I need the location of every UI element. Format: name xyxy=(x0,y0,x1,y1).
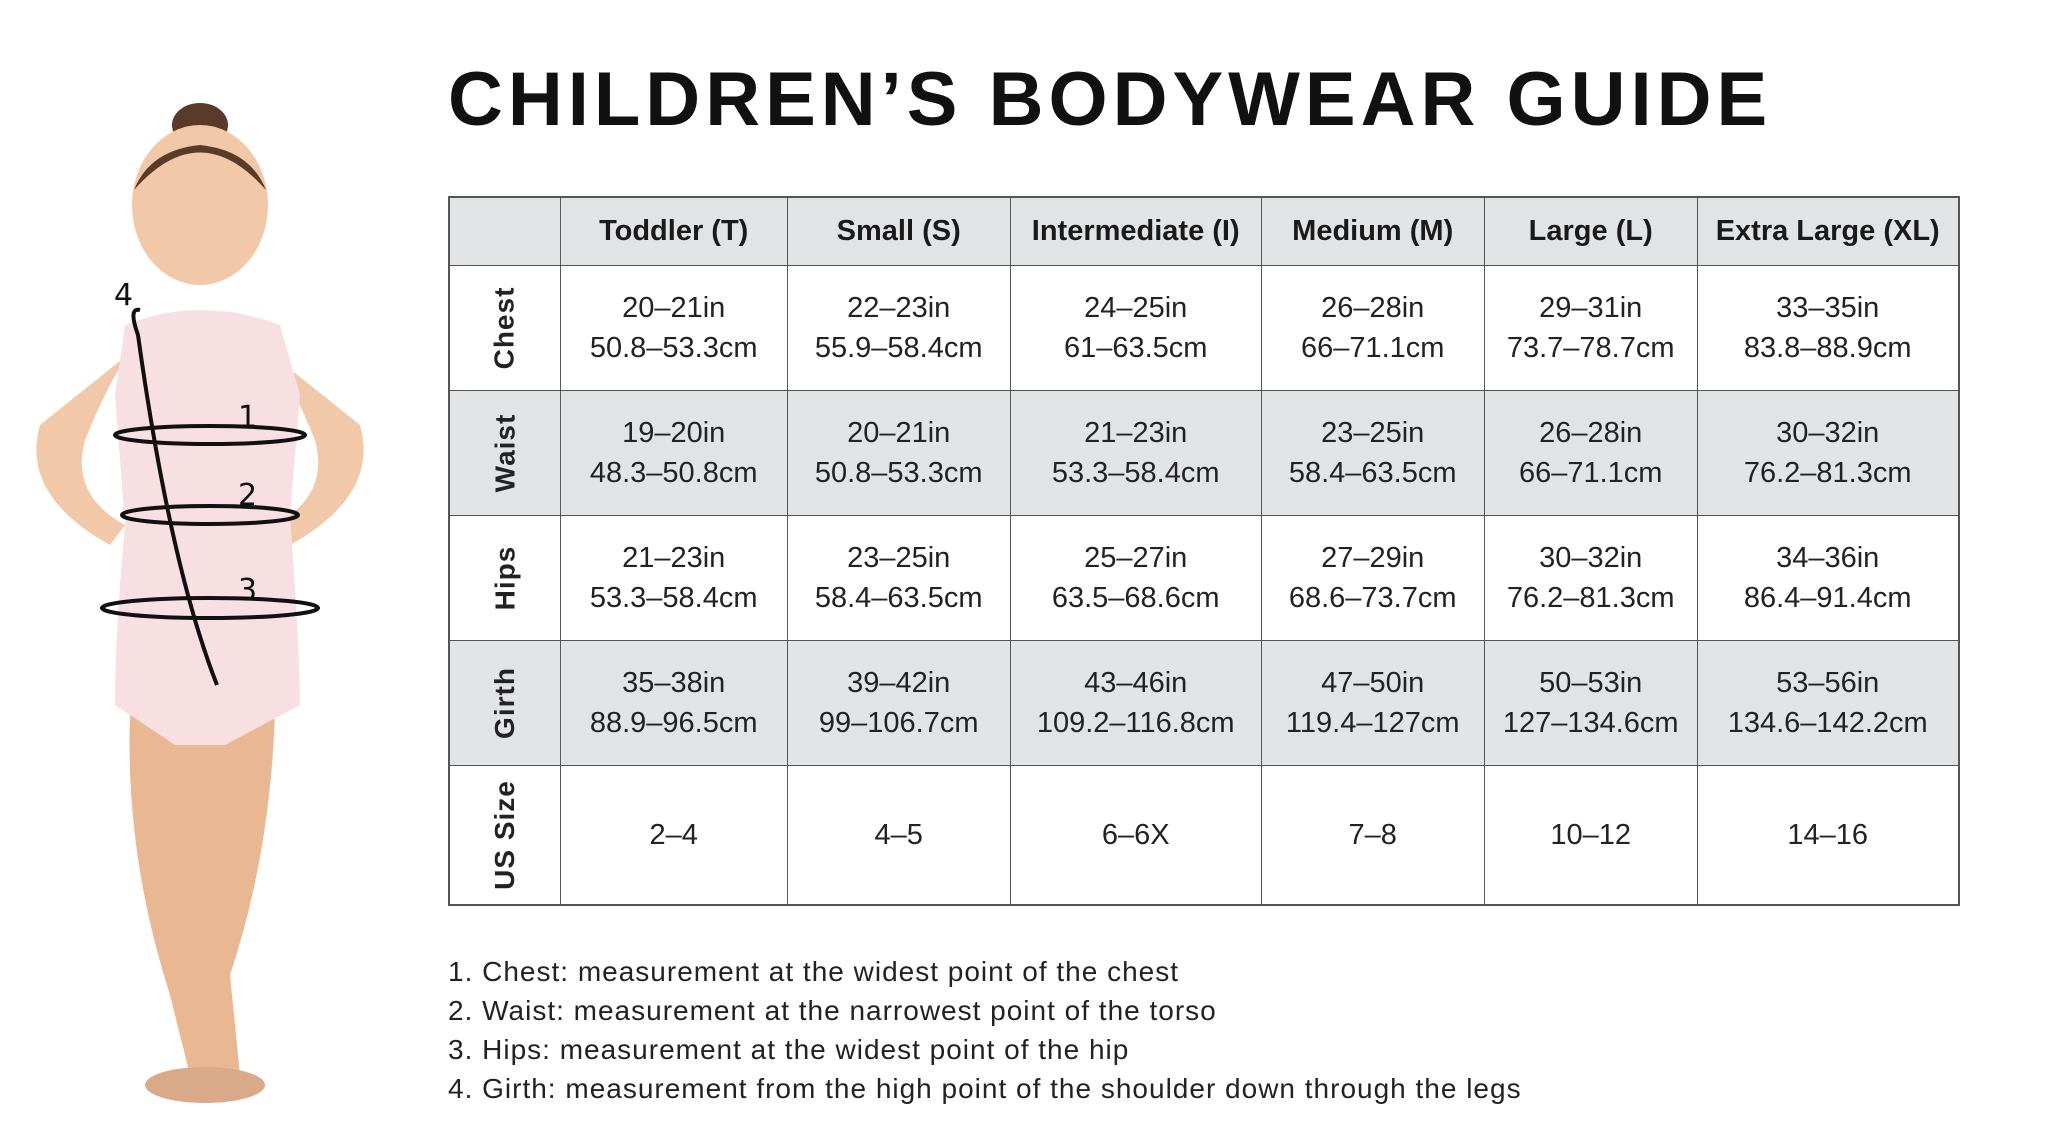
cell-value-primary: 25–27in xyxy=(1084,542,1188,574)
row-header-label: Chest xyxy=(488,286,520,370)
cell-value-primary: 24–25in xyxy=(1084,292,1188,324)
cell-value-primary: 35–38in xyxy=(622,667,726,699)
shoes xyxy=(145,1067,265,1103)
cell-value-secondary: 53.3–58.4cm xyxy=(589,582,758,614)
row-header xyxy=(449,391,560,516)
cell-value-secondary: 119.4–127cm xyxy=(1285,707,1460,739)
table-cell xyxy=(1261,266,1484,391)
cell-value-primary: 6–6X xyxy=(1101,819,1170,851)
table-cell xyxy=(787,766,1010,906)
cell-value-primary: 20–21in xyxy=(622,292,726,324)
row-header-label: Waist xyxy=(488,413,520,493)
cell-value-secondary: 61–63.5cm xyxy=(1063,332,1208,364)
cell-value-primary: 4–5 xyxy=(874,819,923,851)
note-hips: 3. Hips: measurement at the widest point of the hip xyxy=(448,1034,1130,1065)
cell-value-secondary: 48.3–50.8cm xyxy=(589,457,758,489)
row-header-label: Hips xyxy=(488,545,520,611)
cell-value-secondary: 134.6–142.2cm xyxy=(1727,707,1928,739)
table-cell xyxy=(1484,266,1697,391)
marker-4: 4 xyxy=(114,278,134,313)
cell-value-primary: 43–46in xyxy=(1084,667,1188,699)
table-row-waist xyxy=(449,391,1959,516)
marker-1: 1 xyxy=(238,400,258,435)
column-header: Large (L) xyxy=(1484,197,1697,266)
row-header xyxy=(449,641,560,766)
table-cell xyxy=(1697,766,1959,906)
cell-value-primary: 14–16 xyxy=(1787,819,1869,851)
cell-value-secondary: 63.5–68.6cm xyxy=(1051,582,1220,614)
cell-value-primary: 27–29in xyxy=(1321,542,1425,574)
table-cell xyxy=(1697,641,1959,766)
table-cell xyxy=(1697,516,1959,641)
cell-value-primary: 50–53in xyxy=(1539,667,1643,699)
header-row xyxy=(449,197,1959,266)
table-cell xyxy=(1484,391,1697,516)
cell-value-primary: 26–28in xyxy=(1321,292,1425,324)
table-row-hips xyxy=(449,516,1959,641)
cell-value-secondary: 76.2–81.3cm xyxy=(1743,457,1912,489)
cell-value-primary: 21–23in xyxy=(622,542,726,574)
legs xyxy=(130,715,276,1075)
cell-value-primary: 30–32in xyxy=(1539,542,1643,574)
cell-value-secondary: 99–106.7cm xyxy=(818,707,979,739)
note-chest: 1. Chest: measurement at the widest point of the chest xyxy=(448,956,1180,987)
cell-value-secondary: 76.2–81.3cm xyxy=(1506,582,1675,614)
column-header: Toddler (T) xyxy=(560,197,787,266)
cell-value-primary: 39–42in xyxy=(847,667,951,699)
marker-2: 2 xyxy=(238,478,258,513)
cell-value-primary: 30–32in xyxy=(1776,417,1880,449)
table-cell xyxy=(787,266,1010,391)
cell-value-primary: 53–56in xyxy=(1776,667,1880,699)
cell-value-secondary: 58.4–63.5cm xyxy=(1288,457,1457,489)
cell-value-secondary: 66–71.1cm xyxy=(1518,457,1663,489)
cell-value-primary: 2–4 xyxy=(649,819,698,851)
note-girth: 4. Girth: measurement from the high point of the shoulder down through the legs xyxy=(448,1073,1522,1104)
table-cell xyxy=(787,641,1010,766)
table-row-us-size xyxy=(449,766,1959,906)
table-cell xyxy=(1484,641,1697,766)
cell-value-secondary: 53.3–58.4cm xyxy=(1051,457,1220,489)
table-cell xyxy=(787,516,1010,641)
cell-value-secondary: 50.8–53.3cm xyxy=(814,457,983,489)
size-chart-table xyxy=(448,196,1960,906)
column-header: Medium (M) xyxy=(1261,197,1484,266)
table-cell xyxy=(560,516,787,641)
cell-value-secondary: 127–134.6cm xyxy=(1502,707,1679,739)
table-cell xyxy=(560,266,787,391)
cell-value-secondary: 58.4–63.5cm xyxy=(814,582,983,614)
row-header-label: Girth xyxy=(488,667,520,739)
cell-value-primary: 22–23in xyxy=(847,292,951,324)
column-header: Intermediate (I) xyxy=(1010,197,1261,266)
row-header xyxy=(449,516,560,641)
table-cell xyxy=(787,391,1010,516)
cell-value-primary: 7–8 xyxy=(1348,819,1397,851)
table-cell xyxy=(560,391,787,516)
table-cell xyxy=(560,766,787,906)
table-cell xyxy=(1010,391,1261,516)
cell-value-secondary: 88.9–96.5cm xyxy=(589,707,758,739)
cell-value-primary: 33–35in xyxy=(1776,292,1880,324)
child-measurement-figure xyxy=(0,95,440,1125)
table-row-girth xyxy=(449,641,1959,766)
note-waist: 2. Waist: measurement at the narrowest point of the torso xyxy=(448,995,1217,1026)
cell-value-secondary: 55.9–58.4cm xyxy=(814,332,983,364)
row-header xyxy=(449,766,560,906)
table-cell xyxy=(1261,641,1484,766)
cell-value-secondary: 86.4–91.4cm xyxy=(1743,582,1912,614)
cell-value-primary: 19–20in xyxy=(622,417,726,449)
cell-value-primary: 47–50in xyxy=(1321,667,1425,699)
table-cell xyxy=(1697,391,1959,516)
column-header: Extra Large (XL) xyxy=(1697,197,1959,266)
cell-value-primary: 20–21in xyxy=(847,417,951,449)
cell-value-primary: 23–25in xyxy=(1321,417,1425,449)
cell-value-primary: 23–25in xyxy=(847,542,951,574)
cell-value-primary: 34–36in xyxy=(1776,542,1880,574)
page-title: CHILDREN’S BODYWEAR GUIDE xyxy=(448,57,1773,142)
cell-value-secondary: 109.2–116.8cm xyxy=(1036,707,1235,739)
table-cell xyxy=(1010,266,1261,391)
table-cell xyxy=(1010,641,1261,766)
row-header xyxy=(449,266,560,391)
table-cell xyxy=(1010,766,1261,906)
table-cell xyxy=(1261,766,1484,906)
cell-value-primary: 10–12 xyxy=(1550,819,1632,851)
table-cell xyxy=(1010,516,1261,641)
marker-3: 3 xyxy=(238,573,258,608)
table-cell xyxy=(560,641,787,766)
cell-value-primary: 26–28in xyxy=(1539,417,1643,449)
table-cell xyxy=(1484,516,1697,641)
cell-value-primary: 29–31in xyxy=(1539,292,1643,324)
table-cell xyxy=(1484,766,1697,906)
cell-value-secondary: 73.7–78.7cm xyxy=(1506,332,1675,364)
cell-value-primary: 21–23in xyxy=(1084,417,1188,449)
cell-value-secondary: 50.8–53.3cm xyxy=(589,332,758,364)
cell-value-secondary: 68.6–73.7cm xyxy=(1288,582,1457,614)
table-cell xyxy=(1261,391,1484,516)
table-cell xyxy=(1261,516,1484,641)
cell-value-secondary: 83.8–88.9cm xyxy=(1743,332,1912,364)
row-header-label: US Size xyxy=(488,780,520,890)
table-row-chest xyxy=(449,266,1959,391)
cell-value-secondary: 66–71.1cm xyxy=(1300,332,1445,364)
table-cell xyxy=(1697,266,1959,391)
measurement-notes xyxy=(448,952,1522,1108)
column-header: Small (S) xyxy=(787,197,1010,266)
corner-cell xyxy=(449,197,560,266)
